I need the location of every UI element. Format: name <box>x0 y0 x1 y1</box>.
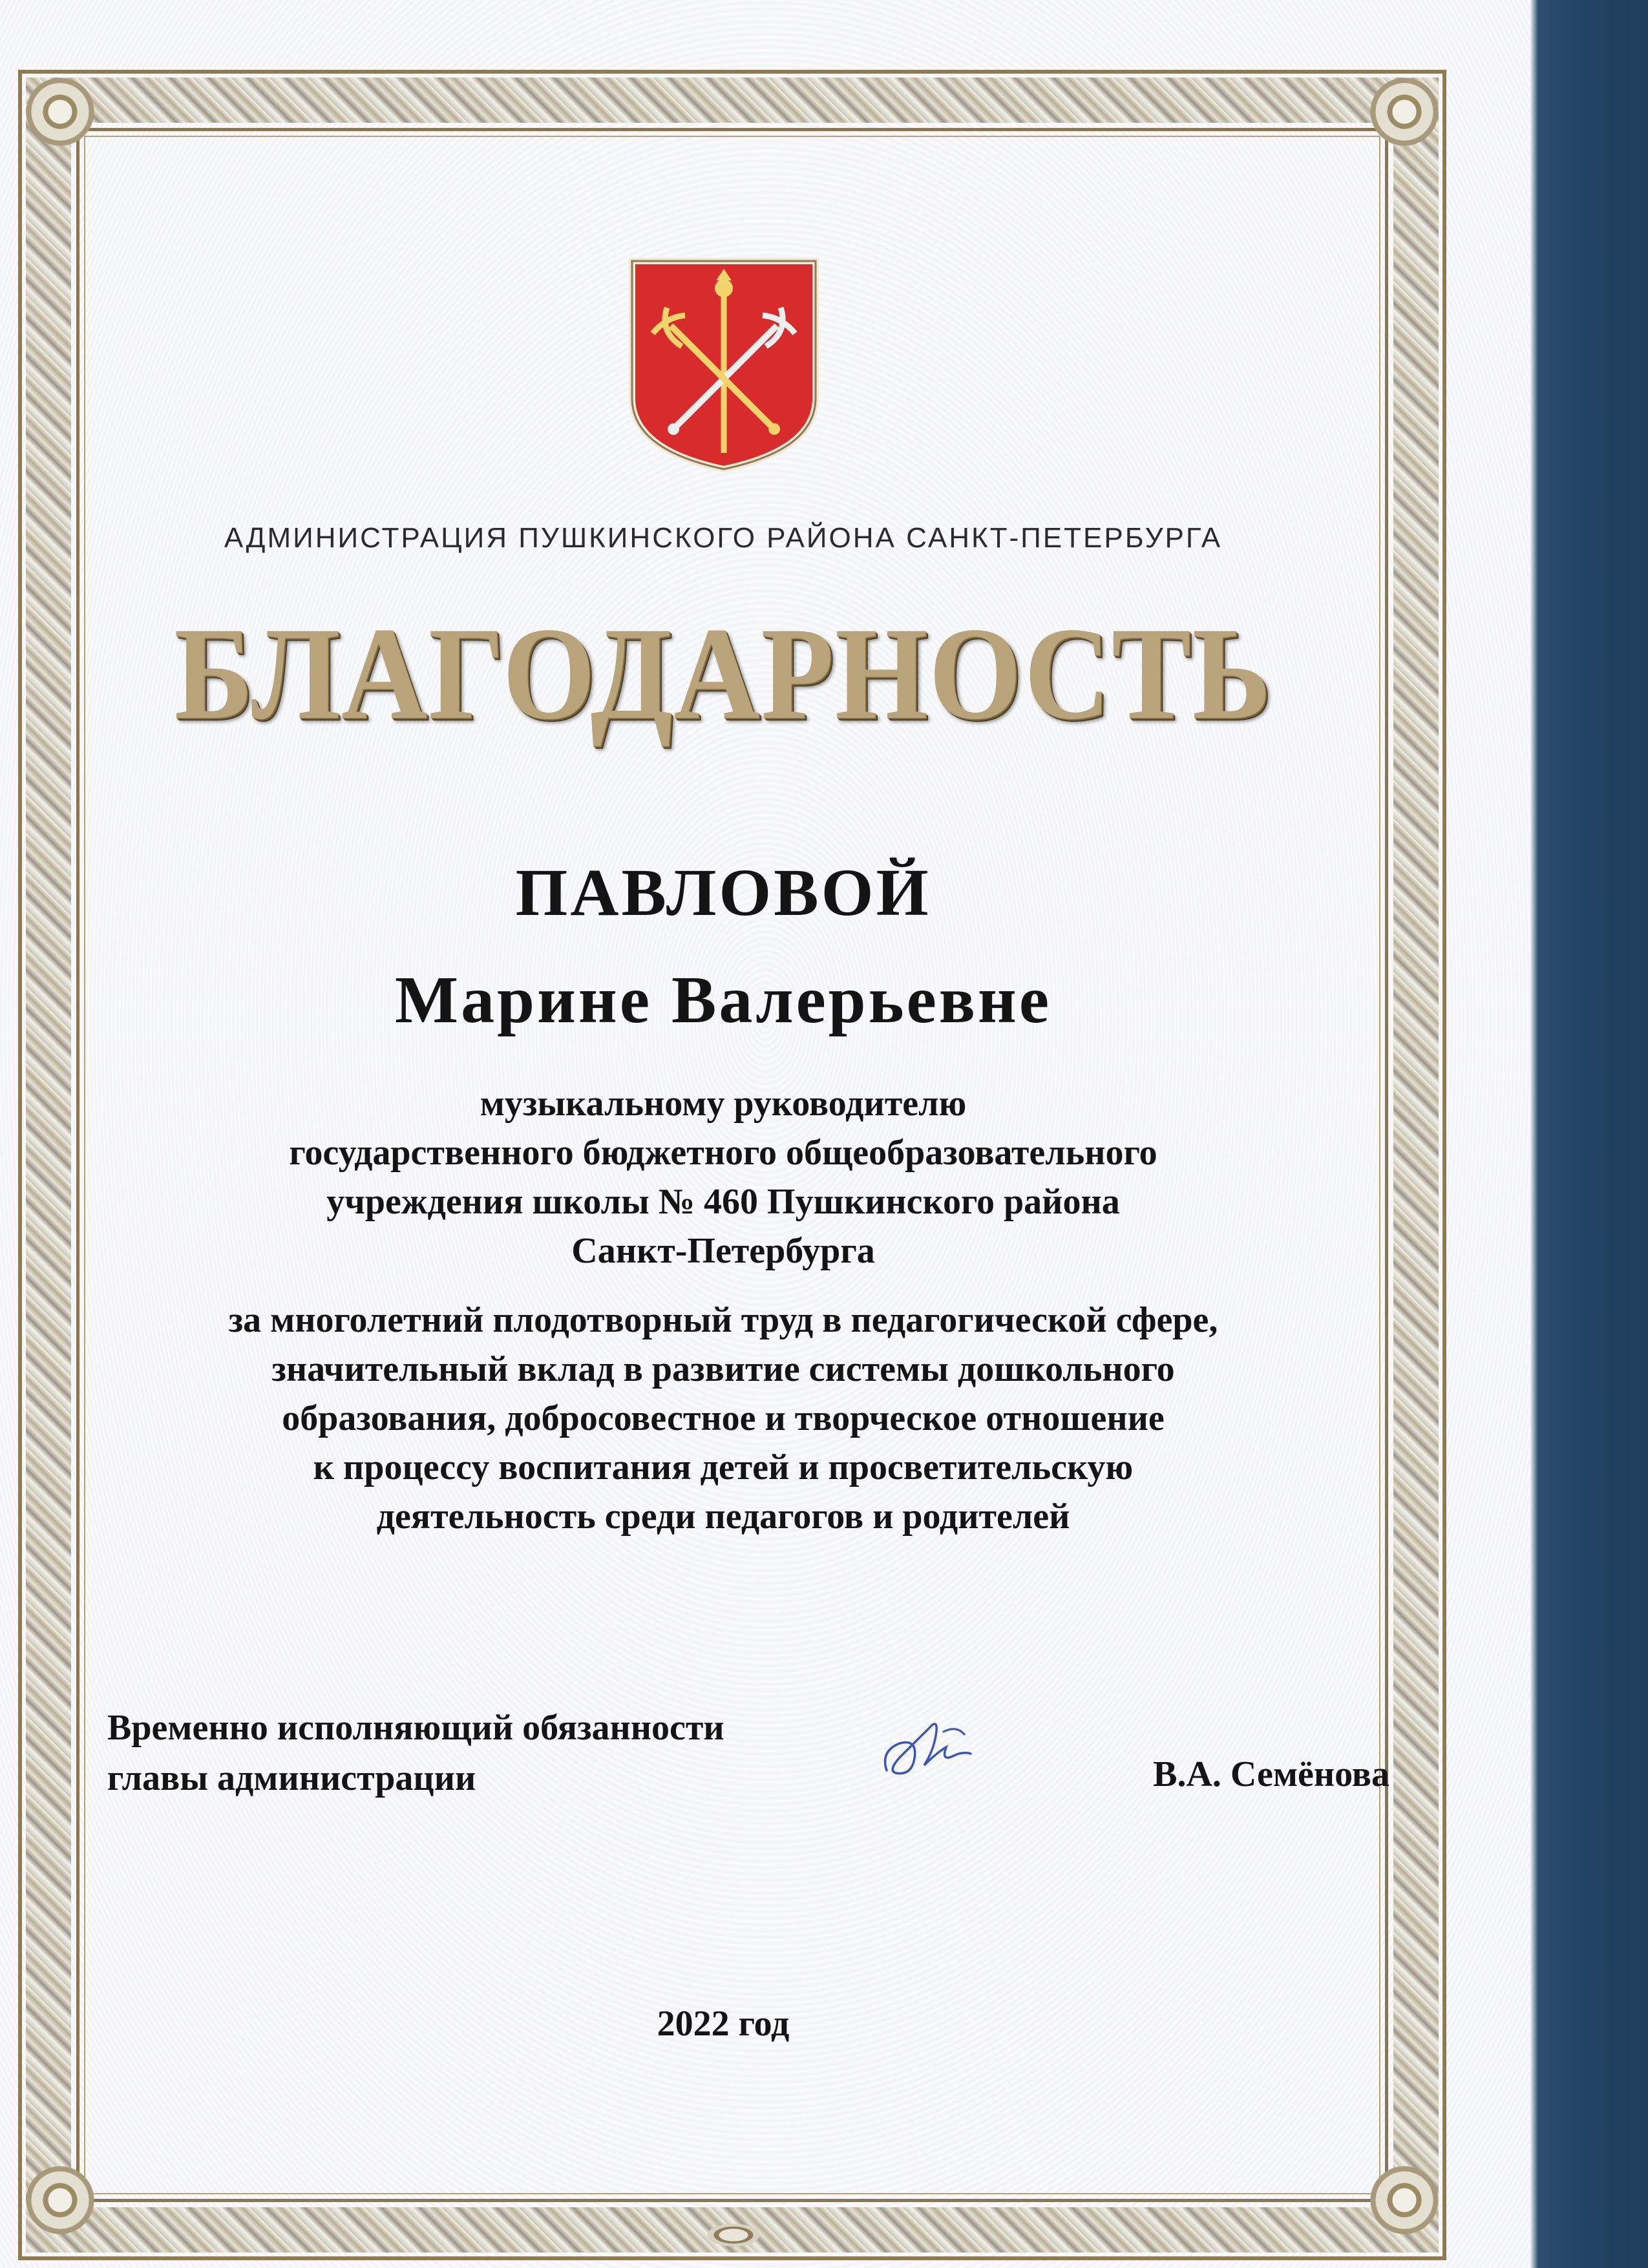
signer-title-line: Временно исполняющий обязанности <box>107 1708 724 1748</box>
frame-bottom-medallion <box>672 2209 795 2262</box>
reason-line: деятельность среди педагогов и родителей <box>376 1496 1070 1537</box>
recipient-position <box>0 1079 1446 1276</box>
reason-line: к процессу воспитания детей и просветительскую <box>313 1447 1134 1487</box>
award-reason <box>0 1296 1446 1541</box>
signer-name: В.А. Семёнова <box>1153 1754 1389 1794</box>
position-line: музыкальному руководителю <box>480 1084 967 1124</box>
administration-name: АДМИНИСТРАЦИЯ ПУШКИНСКОГО РАЙОНА САНКТ-ПЕТЕРБУРГА <box>224 522 1223 554</box>
recipient-name: Марине Валерьевне <box>394 963 1052 1037</box>
recipient-surname: ПАВЛОВОЙ <box>515 856 931 930</box>
certificate-title: БЛАГОДАРНОСТЬ <box>174 600 1273 747</box>
frame-corner-ornament <box>12 2152 109 2249</box>
signer-title <box>107 1703 883 1803</box>
signer-title-line: главы администрации <box>107 1758 476 1798</box>
position-line: государственного бюджетного общеобразовательного <box>289 1133 1157 1173</box>
certificate-year: 2022 год <box>657 2004 790 2044</box>
frame-corner-ornament <box>1356 63 1453 160</box>
scanner-background <box>1530 0 1648 2268</box>
reason-line: образования, добросовестное и творческое отношение <box>282 1398 1165 1438</box>
frame-corner-ornament <box>1356 2152 1453 2249</box>
handwritten-signature <box>874 1706 990 1790</box>
reason-line: за многолетний плодотворный труд в педагогической сфере, <box>228 1300 1218 1340</box>
position-line: Санкт-Петербурга <box>571 1231 875 1271</box>
st-petersburg-coat-of-arms-icon <box>627 256 821 473</box>
frame-corner-ornament <box>12 63 109 160</box>
position-line: учреждения школы № 460 Пушкинского района <box>326 1182 1120 1222</box>
reason-line: значительный вклад в развитие системы дошкольного <box>271 1349 1175 1389</box>
